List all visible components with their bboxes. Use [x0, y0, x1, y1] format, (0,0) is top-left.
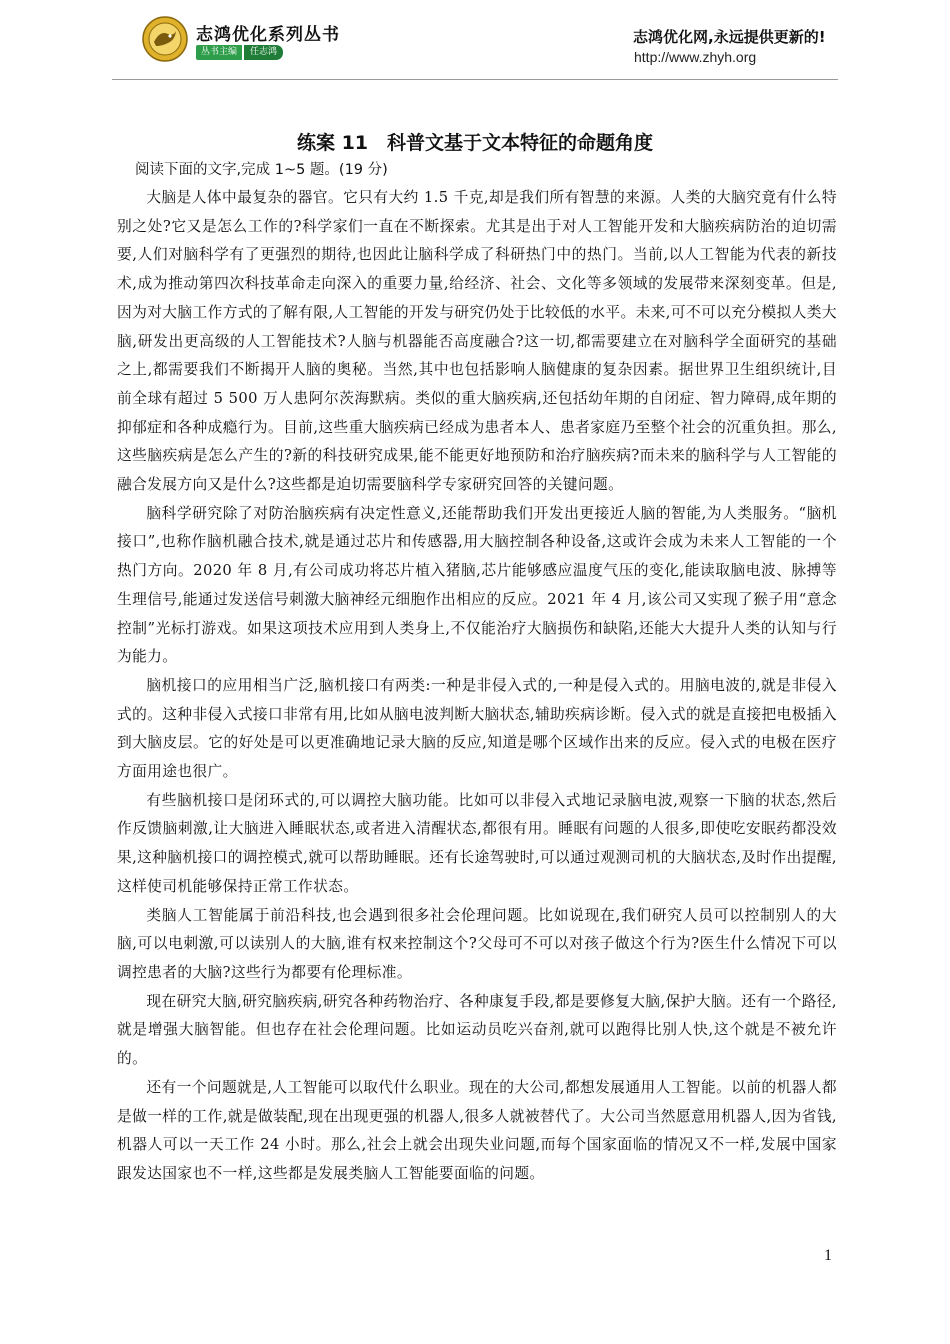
paragraph: 脑科学研究除了对防治脑疾病有决定性意义,还能帮助我们开发出更接近人脑的智能,为人类服务。“脑机接口”,也称作脑机融合技术,就是通过芯片和传感器,用大脑控制各种设备,这或许会成为未来人工智能的一个热门方向。2020 年 8 月,有公司成功将芯片植入猪脑,芯片能够感应温度气压的变化,能读取脑电波、脉搏等生理信号,能通过发送信号刺激大脑神经元细胞作出相应的反应。2021 年 4 月,该公司又实现了猴子用“意念控制”光标打游戏。如果这项技术应用到人类身上,不仅能治疗大脑损伤和缺陷,还能大大提升人类的认知与行为能力。 — [117, 504, 837, 666]
editor-badge — [196, 45, 283, 60]
page-number: 1 — [824, 1247, 832, 1264]
site-slogan: 志鸿优化网,永远提供更新的! — [633, 28, 826, 46]
paragraph: 脑机接口的应用相当广泛,脑机接口有两类:一种是非侵入式的,一种是侵入式的。用脑电波的,就是非侵入式的。这种非侵入式接口非常有用,比如从脑电波判断大脑状态,辅助疾病诊断。侵入式的就是直接把电极插入到大脑皮层。它的好处是可以更准确地记录大脑的反应,知道是哪个区域作出来的反应。侵入式的电极在医疗方面用途也很广。 — [117, 676, 837, 781]
page-header — [0, 0, 950, 80]
paragraph: 还有一个问题就是,人工智能可以取代什么职业。现在的大公司,都想发展通用人工智能。以前的机器人都是做一样的工作,就是做装配,现在出现更强的机器人,很多人就被替代了。大公司当然愿意用机器人,因为省钱,机器人可以一天工作 24 小时。那么,社会上就会出现失业问题,而每个国家面临的情况又不一样,发展中国家跟发达国家也不一样,这些都是发展类脑人工智能要面临的问题。 — [117, 1078, 837, 1182]
editor-label: 丛书主编 — [196, 45, 242, 60]
paragraph: 大脑是人体中最复杂的器官。它只有大约 1.5 千克,却是我们所有智慧的来源。人类的大脑究竟有什么特别之处?它又是怎么工作的?科学家们一直在不断探索。尤其是出于对人工智能开发和大脑疾病防治的迫切需要,人们对脑科学有了更强烈的期待,也因此让脑科学成了科研热门中的热门。当前,以人工智能为代表的新技术,成为推动第四次科技革命走向深入的重要力量,给经济、社会、文化等多领域的发展带来深刻变革。但是,因为对大脑工作方式的了解有限,人工智能的开发与研究仍处于比较低的水平。未来,可不可以充分模拟人类大脑,研发出更高级的人工智能技术?人脑与机器能否高度融合?这一切,都需要建立在对脑科学全面研究的基础之上,都需要我们不断揭开人脑的奥秘。当然,其中也包括影响人脑健康的复杂因素。据世界卫生组织统计,目前全球有超过 5 500 万人患阿尔茨海默病。类似的重大脑疾病,还包括幼年期的自闭症、智力障碍,成年期的抑郁症和各种成瘾行为。目前,这些重大脑疾病已经成为患者本人、患者家庭乃至整个社会的沉重负担。那么,这些脑疾病是怎么产生的?新的科技研究成果,能不能更好地预防和治疗脑疾病?而未来的脑科学与人工智能的融合发展方向又是什么?这些都是迫切需要脑科学专家研究回答的关键问题。 — [117, 189, 837, 494]
page-title: 练案 11 科普文基于文本特征的命题角度 — [296, 132, 654, 154]
zhihong-emblem-icon — [142, 16, 188, 62]
exercise-instruction: 阅读下面的文字,完成 1~5 题。(19 分) — [135, 162, 388, 178]
paragraph: 现在研究大脑,研究脑疾病,研究各种药物治疗、各种康复手段,都是要修复大脑,保护大脑。还有一个路径,就是增强大脑智能。但也存在社会伦理问题。比如运动员吃兴奋剂,就可以跑得比别人快,这个就是不被允许的。 — [117, 992, 837, 1068]
series-title: 志鸿优化系列丛书 — [196, 25, 340, 45]
editor-name: 任志鸿 — [244, 45, 283, 60]
paragraph: 类脑人工智能属于前沿科技,也会遇到很多社会伦理问题。比如说现在,我们研究人员可以控制别人的大脑,可以电刺激,可以读别人的大脑,谁有权来控制这个?父母可不可以对孩子做这个行为?医生什么情况下可以调控患者的大脑?这些行为都要有伦理标准。 — [117, 906, 837, 981]
article-body — [117, 184, 837, 1189]
paragraph: 有些脑机接口是闭环式的,可以调控大脑功能。比如可以非侵入式地记录脑电波,观察一下脑的状态,然后作反馈脑刺激,让大脑进入睡眠状态,或者进入清醒状态,都很有用。睡眠有问题的人很多,即使吃安眠药都没效果,这种脑机接口的调控模式,就可以帮助睡眠。还有长途驾驶时,可以通过观测司机的大脑状态,及时作出提醒,这样使司机能够保持正常工作状态。 — [117, 791, 837, 895]
site-url: http://www.zhyh.org — [634, 49, 757, 65]
header-divider — [112, 79, 838, 80]
